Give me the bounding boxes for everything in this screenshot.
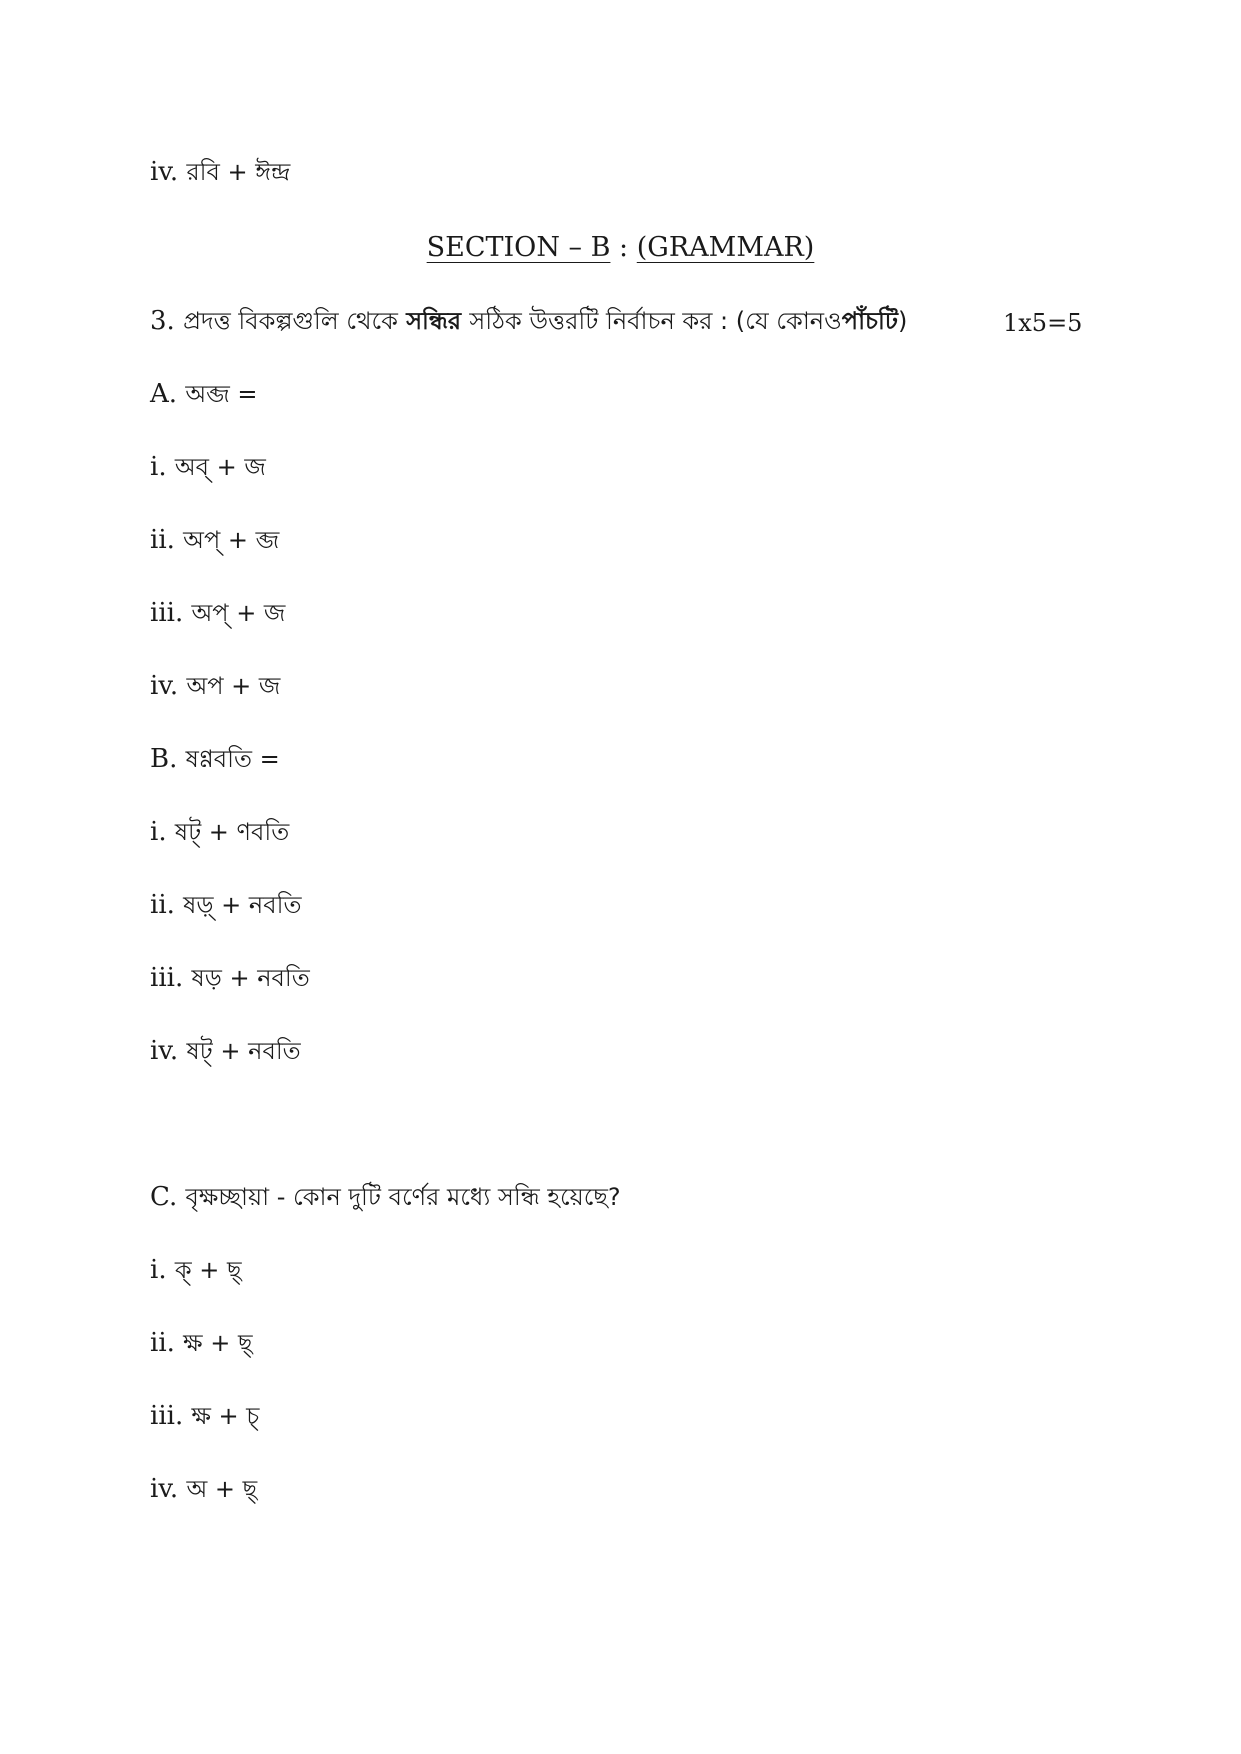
option-label: i. — [150, 452, 167, 482]
section-heading — [0, 230, 1241, 266]
question-bold-word-2: পাঁচটি — [841, 307, 898, 335]
option-text: রবি + ঈন্দ্র — [186, 158, 291, 186]
option-text: ষট্ + ণবতি — [174, 818, 290, 846]
option-text: ক্ + ছ্ — [174, 1256, 242, 1284]
option-text: ষড় + নবতি — [191, 964, 310, 992]
part-b-prompt — [150, 742, 280, 776]
option-item — [150, 1472, 257, 1506]
question-text-before: প্রদত্ত বিকল্পগুলি থেকে — [183, 307, 398, 335]
option-text: অব্ + জ — [174, 453, 266, 481]
option-text: ক্ষ + চ্ — [191, 1402, 260, 1430]
part-label: C. — [150, 1182, 178, 1212]
option-item — [150, 961, 310, 995]
section-separator: : — [619, 232, 629, 263]
part-label: B. — [150, 744, 178, 774]
option-label: iv. — [150, 157, 179, 187]
part-prompt: ষণ্ণবতি = — [185, 745, 280, 773]
option-label: iv. — [150, 1474, 179, 1504]
option-item — [150, 1399, 259, 1433]
option-item — [150, 596, 285, 630]
top-option — [150, 155, 290, 189]
option-label: iii. — [150, 963, 184, 993]
option-text: অপ + জ — [186, 672, 281, 700]
option-item — [150, 450, 266, 484]
option-text: ক্ষ + ছ্ — [183, 1329, 253, 1357]
question-3 — [150, 304, 907, 338]
option-text: অপ্ + ব্জ — [183, 526, 280, 554]
option-text: ষট্ + নবতি — [186, 1037, 301, 1065]
question-number: 3. — [150, 306, 175, 336]
option-text: অ + ছ্ — [186, 1475, 258, 1503]
option-item — [150, 1326, 253, 1360]
option-text: অপ্ + জ — [191, 599, 286, 627]
option-label: i. — [150, 1255, 167, 1285]
option-label: i. — [150, 817, 167, 847]
option-label: ii. — [150, 1328, 175, 1358]
part-label: A. — [150, 379, 178, 409]
part-a-prompt — [150, 377, 258, 411]
question-text-end: ) — [897, 307, 908, 335]
section-title: SECTION – B — [426, 232, 611, 263]
question-marks: 1x5=5 — [1003, 309, 1083, 337]
option-item — [150, 669, 280, 703]
option-label: ii. — [150, 890, 175, 920]
part-c-prompt — [150, 1180, 621, 1214]
option-label: iv. — [150, 1036, 179, 1066]
option-item — [150, 523, 279, 557]
option-label: iii. — [150, 1401, 184, 1431]
part-prompt: অব্জ = — [185, 380, 258, 408]
option-label: ii. — [150, 525, 175, 555]
option-item — [150, 1034, 301, 1068]
option-label: iii. — [150, 598, 184, 628]
section-subtitle: (GRAMMAR) — [636, 232, 815, 263]
part-prompt: বৃক্ষচ্ছায়া - কোন দুটি বর্ণের মধ্যে সন্ধি হয়েছে? — [185, 1183, 621, 1211]
question-text-middle: সঠিক উত্তরটি নির্বাচন কর : (যে কোনও — [469, 307, 842, 335]
option-item — [150, 815, 289, 849]
option-item — [150, 888, 301, 922]
option-text: ষড়্ + নবতি — [183, 891, 302, 919]
option-item — [150, 1253, 242, 1287]
question-bold-word: সন্ধির — [406, 307, 462, 335]
option-label: iv. — [150, 671, 179, 701]
